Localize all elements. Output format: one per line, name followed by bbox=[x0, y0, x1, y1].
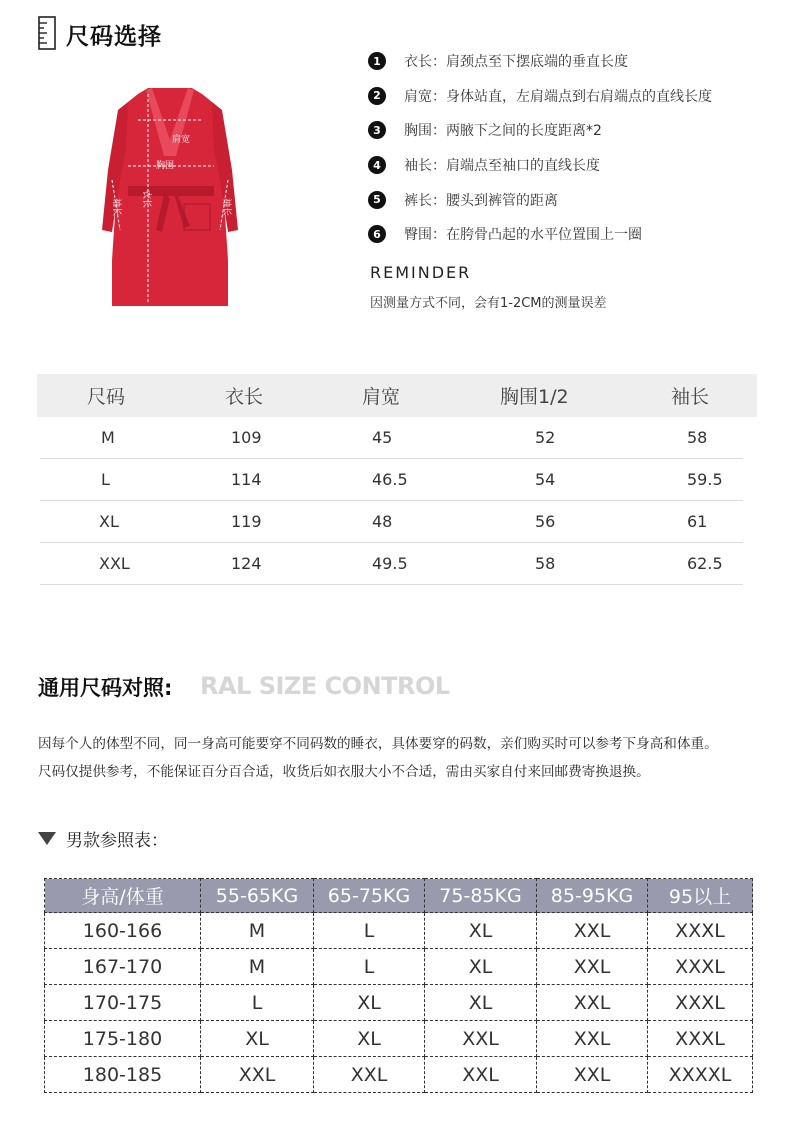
table-cell: 160-166 bbox=[45, 913, 201, 949]
table-cell: 109 bbox=[231, 428, 262, 447]
table-cell: 119 bbox=[231, 512, 262, 531]
measurement-text: 袖长：肩端点至袖口的直线长度 bbox=[404, 158, 600, 175]
info-paragraph: 因每个人的体型不同，同一身高可能要穿不同码数的睡衣，具体要穿的码数，亲们购买时可以参考下身高和体重。 bbox=[38, 736, 718, 752]
table-row bbox=[40, 543, 743, 585]
table-cell: 54 bbox=[535, 470, 556, 489]
size-table bbox=[37, 374, 757, 585]
men-table-title-text: 男款参照表： bbox=[66, 831, 168, 851]
table-row bbox=[45, 913, 753, 949]
table-cell: XXL bbox=[537, 1057, 648, 1093]
measurement-text: 肩宽：身体站直，左肩端点到右肩端点的直线长度 bbox=[404, 88, 712, 105]
table-cell: XL bbox=[314, 1021, 425, 1057]
table-cell: XXL bbox=[425, 1021, 537, 1057]
table-cell: XL bbox=[201, 1021, 314, 1057]
table-cell: 59.5 bbox=[687, 470, 723, 489]
robe-label-sleeve-right: 袖长 bbox=[221, 198, 231, 217]
table-cell: L bbox=[314, 949, 425, 985]
table-cell: XXL bbox=[99, 554, 130, 573]
table-cell: XXL bbox=[537, 985, 648, 1021]
table-cell: XXXL bbox=[648, 985, 753, 1021]
table-cell: XL bbox=[99, 512, 119, 531]
table-cell: 62.5 bbox=[687, 554, 723, 573]
measurement-text: 胸围：两腋下之间的长度距离*2 bbox=[404, 123, 602, 140]
table-row bbox=[45, 1021, 753, 1057]
column-header: 尺码 bbox=[87, 386, 126, 408]
table-row bbox=[45, 1057, 753, 1093]
triangle-down-icon bbox=[38, 832, 56, 845]
table-cell: XXL bbox=[537, 949, 648, 985]
measurement-item bbox=[368, 113, 788, 148]
table-row bbox=[45, 949, 753, 985]
men-table-title bbox=[38, 826, 168, 851]
reminder-text: 因测量方式不同，会有1-2CM的测量误差 bbox=[370, 296, 607, 311]
measurement-text: 臀围：在胯骨凸起的水平位置围上一圈 bbox=[404, 227, 642, 244]
number-badge: 1 bbox=[368, 52, 386, 70]
robe-label-shoulder: 肩宽 bbox=[172, 135, 191, 145]
column-header: 75-85KG bbox=[425, 879, 537, 913]
table-cell: XL bbox=[425, 985, 537, 1021]
column-header: 85-95KG bbox=[537, 879, 648, 913]
column-header: 肩宽 bbox=[362, 386, 401, 408]
table-cell: 49.5 bbox=[372, 554, 408, 573]
column-header: 胸围1/2 bbox=[500, 386, 569, 408]
table-cell: 56 bbox=[535, 512, 556, 531]
robe-label-chest: 胸围 bbox=[156, 161, 175, 171]
table-cell: XXXL bbox=[648, 1021, 753, 1057]
table-cell: XL bbox=[425, 949, 537, 985]
table-cell: XXL bbox=[537, 1021, 648, 1057]
number-badge: 5 bbox=[368, 191, 386, 209]
table-cell: 167-170 bbox=[45, 949, 201, 985]
number-badge: 3 bbox=[368, 121, 386, 139]
number-badge: 2 bbox=[368, 87, 386, 105]
size-table-header bbox=[37, 374, 757, 417]
table-row bbox=[40, 501, 743, 543]
column-header: 65-75KG bbox=[314, 879, 425, 913]
table-cell: M bbox=[201, 949, 314, 985]
table-cell: M bbox=[201, 913, 314, 949]
table-cell: L bbox=[101, 470, 110, 489]
number-badge: 6 bbox=[368, 225, 386, 243]
info-paragraph: 尺码仅提供参考，不能保证百分百合适，收货后如衣服大小不合适，需由买家自付来回邮费寄换退换。 bbox=[38, 764, 650, 780]
robe-illustration bbox=[90, 80, 250, 312]
table-row bbox=[45, 985, 753, 1021]
table-cell: 61 bbox=[687, 512, 708, 531]
column-header: 95以上 bbox=[648, 879, 753, 913]
section-title: 通用尺码对照: bbox=[38, 676, 173, 700]
table-cell: XXL bbox=[201, 1057, 314, 1093]
table-cell: XXL bbox=[425, 1057, 537, 1093]
table-cell: XXXXL bbox=[648, 1057, 753, 1093]
table-cell: 114 bbox=[231, 470, 262, 489]
measurement-list bbox=[368, 44, 788, 252]
column-header: 衣长 bbox=[225, 386, 264, 408]
table-cell: L bbox=[314, 913, 425, 949]
measurement-text: 裤长：腰头到裤管的距离 bbox=[404, 192, 558, 209]
measurement-item bbox=[368, 79, 788, 114]
column-header: 55-65KG bbox=[201, 879, 314, 913]
table-cell: 46.5 bbox=[372, 470, 408, 489]
column-header: 身高/体重 bbox=[45, 879, 201, 913]
measurement-text: 衣长：肩颈点至下摆底端的垂直长度 bbox=[404, 54, 628, 71]
table-cell: 52 bbox=[535, 428, 556, 447]
page-title: 尺码选择 bbox=[66, 24, 162, 50]
table-cell: 45 bbox=[372, 428, 393, 447]
table-cell: XXXL bbox=[648, 949, 753, 985]
table-cell: XXXL bbox=[648, 913, 753, 949]
column-header: 袖长 bbox=[671, 386, 710, 408]
measurement-item bbox=[368, 44, 788, 79]
reminder-title: REMINDER bbox=[370, 263, 472, 282]
table-cell: 48 bbox=[372, 512, 393, 531]
ruler-icon bbox=[38, 16, 56, 50]
table-cell: 170-175 bbox=[45, 985, 201, 1021]
table-cell: XL bbox=[314, 985, 425, 1021]
table-cell: L bbox=[201, 985, 314, 1021]
table-cell: 58 bbox=[687, 428, 708, 447]
table-cell: M bbox=[101, 428, 115, 447]
section-watermark: RAL SIZE CONTROL bbox=[200, 672, 450, 700]
table-cell: XXL bbox=[314, 1057, 425, 1093]
table-cell: XL bbox=[425, 913, 537, 949]
measurement-item bbox=[368, 182, 788, 217]
table-header-row bbox=[45, 879, 753, 913]
number-badge: 4 bbox=[368, 156, 386, 174]
men-size-table bbox=[44, 878, 753, 1093]
table-cell: 175-180 bbox=[45, 1021, 201, 1057]
table-cell: 58 bbox=[535, 554, 556, 573]
robe-label-sleeve-left: 袖长 bbox=[111, 198, 121, 217]
table-row bbox=[40, 417, 743, 459]
robe-label-length: 衣长 bbox=[141, 190, 151, 209]
table-cell: 124 bbox=[231, 554, 262, 573]
table-cell: XXL bbox=[537, 913, 648, 949]
measurement-item bbox=[368, 217, 788, 252]
table-cell: 180-185 bbox=[45, 1057, 201, 1093]
measurement-item bbox=[368, 148, 788, 183]
table-row bbox=[40, 459, 743, 501]
